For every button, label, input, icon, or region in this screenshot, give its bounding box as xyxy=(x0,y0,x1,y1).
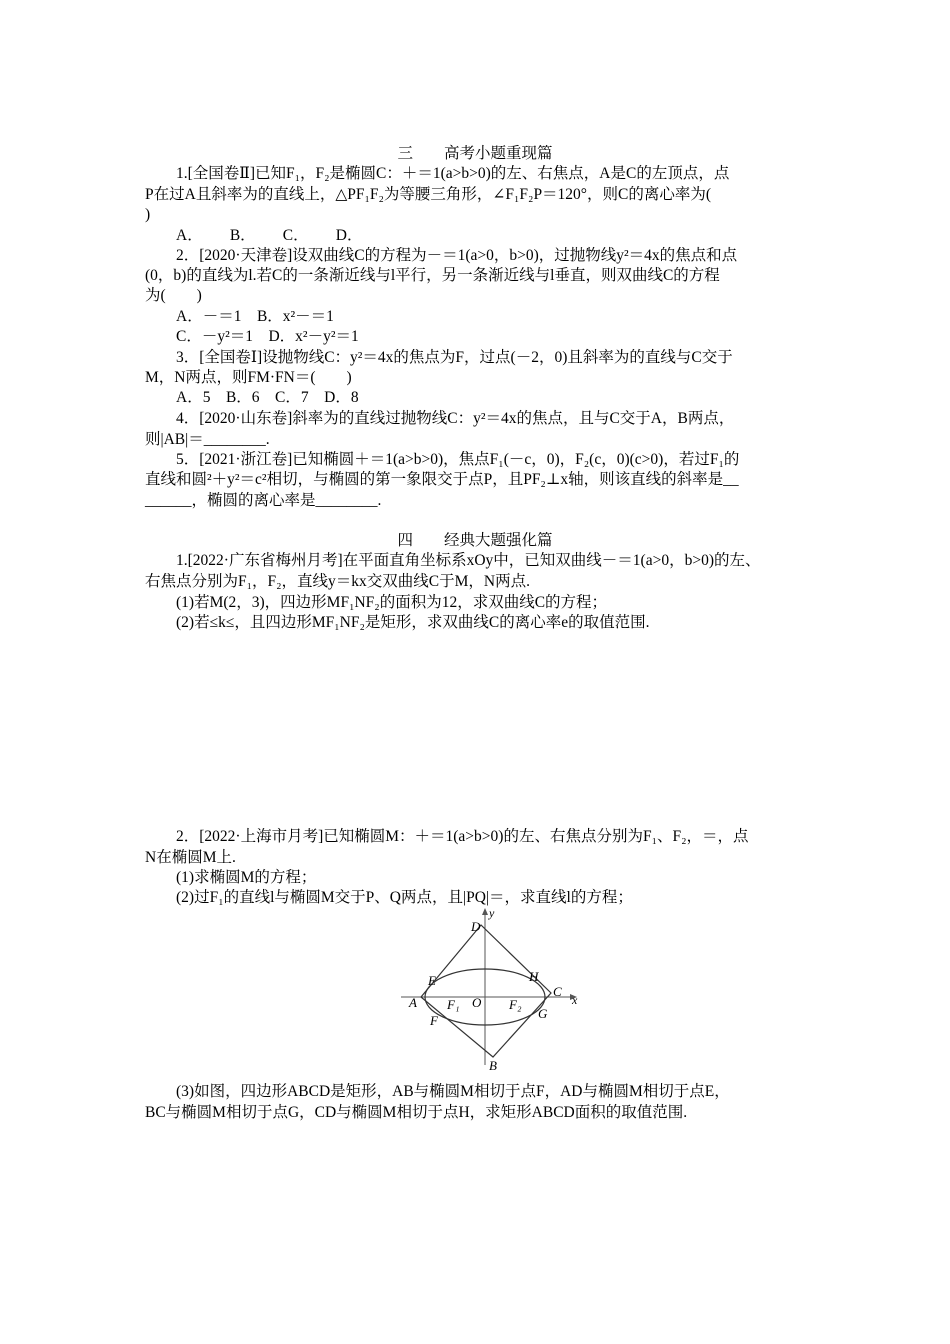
text-line: A．－＝1 B．x²－＝1 xyxy=(145,308,334,325)
rectangle-abcd xyxy=(421,925,551,1057)
text-line: 2．[2022·上海市月考]已知椭圆M：＋＝1(a>b>0)的左、右焦点分别为F₁、F₂，＝，点 xyxy=(145,828,749,845)
text-line: 4．[2020·山东卷]斜率为的直线过抛物线C：y²＝4x的焦点，且与C交于A，B两点， xyxy=(145,410,735,427)
label-g: G xyxy=(538,1006,548,1021)
text-line: P在过A且斜率为的直线上，△PF₁F₂为等腰三角形，∠F₁F₂P＝120°，则C的离心率为( xyxy=(145,186,712,203)
text-line: M，N两点，则FM·FN＝( ) xyxy=(145,369,352,386)
label-f2: F₂ xyxy=(509,997,522,1012)
label-o: O xyxy=(472,995,482,1010)
text-line: (1)若M(2，3)，四边形MF₁NF₂的面积为12，求双曲线C的方程； xyxy=(145,594,608,611)
label-f1: F₁ xyxy=(447,997,460,1012)
text-line: BC与椭圆M相切于点G，CD与椭圆M相切于点H，求矩形ABCD面积的取值范围. xyxy=(145,1104,688,1121)
text-line: (2)若≤k≤，且四边形MF₁NF₂是矩形，求双曲线C的离心率e的取值范围. xyxy=(145,614,650,631)
label-d: D xyxy=(471,919,481,934)
text-line: (2)过F₁的直线l与椭圆M交于P、Q两点，且|PQ|＝，求直线l的方程； xyxy=(145,889,633,906)
text-line: 直线和圆²＋y²＝c²相切，与椭圆的第一象限交于点P，且PF₂⊥x轴，则该直线的斜率是__ xyxy=(145,471,739,488)
label-x: x xyxy=(572,993,578,1007)
label-a: A xyxy=(409,995,417,1010)
text-line: 2．[2020·天津卷]设双曲线C的方程为－＝1(a>0，b>0)，过抛物线y²＝4x的焦点和点 xyxy=(145,247,738,264)
section3-title: 三 高考小题重现篇 xyxy=(397,145,553,162)
text-line: 1.[全国卷Ⅱ]已知F₁，F₂是椭圆C：＋＝1(a>b>0)的左、右焦点，A是C的左顶点，点 xyxy=(145,165,730,182)
y-axis-arrow xyxy=(482,908,488,915)
text-line: 右焦点分别为F₁，F₂，直线y＝kx交双曲线C于M，N两点. xyxy=(145,573,530,590)
text-line: 3．[全国卷Ⅰ]设抛物线C：y²＝4x的焦点为F，过点(－2，0)且斜率为的直线与C交于 xyxy=(145,349,733,366)
text-line: (3)如图，四边形ABCD是矩形，AB与椭圆M相切于点F，AD与椭圆M相切于点E， xyxy=(145,1083,730,1100)
label-e: E xyxy=(428,973,436,988)
text-line: (1)求椭圆M的方程； xyxy=(145,869,317,886)
label-b: B xyxy=(489,1058,497,1073)
text-line: ______，椭圆的离心率是________. xyxy=(145,492,382,509)
label-h: H xyxy=(529,969,539,984)
text-line: 则|AB|＝________. xyxy=(145,431,270,448)
text-line: 1.[2022·广东省梅州月考]在平面直角坐标系xOy中，已知双曲线－＝1(a>0，b>0)的左、 xyxy=(145,552,761,569)
text-line: C．－y²＝1 D．x²－y²＝1 xyxy=(145,328,359,345)
text-line: A．5 B．6 C．7 D．8 xyxy=(145,389,359,406)
ellipse-rectangle-figure xyxy=(395,905,595,1075)
label-y: y xyxy=(489,906,495,920)
text-line: (0，b)的直线为l.若C的一条渐近线与l平行，另一条渐近线与l垂直，则双曲线C的方程 xyxy=(145,267,720,284)
section4-title: 四 经典大题强化篇 xyxy=(397,532,553,549)
text-line: 5．[2021·浙江卷]已知椭圆＋＝1(a>b>0)，焦点F₁(－c，0)，F₂(c，0)(c>0)，若过F₁的 xyxy=(145,451,740,468)
text-line: N在椭圆M上. xyxy=(145,849,236,866)
text-line: A． B． C． D． xyxy=(145,227,363,244)
label-c: C xyxy=(553,984,562,999)
label-f: F xyxy=(430,1013,438,1028)
text-line: ) xyxy=(145,206,151,223)
text-line: 为( ) xyxy=(145,287,202,304)
